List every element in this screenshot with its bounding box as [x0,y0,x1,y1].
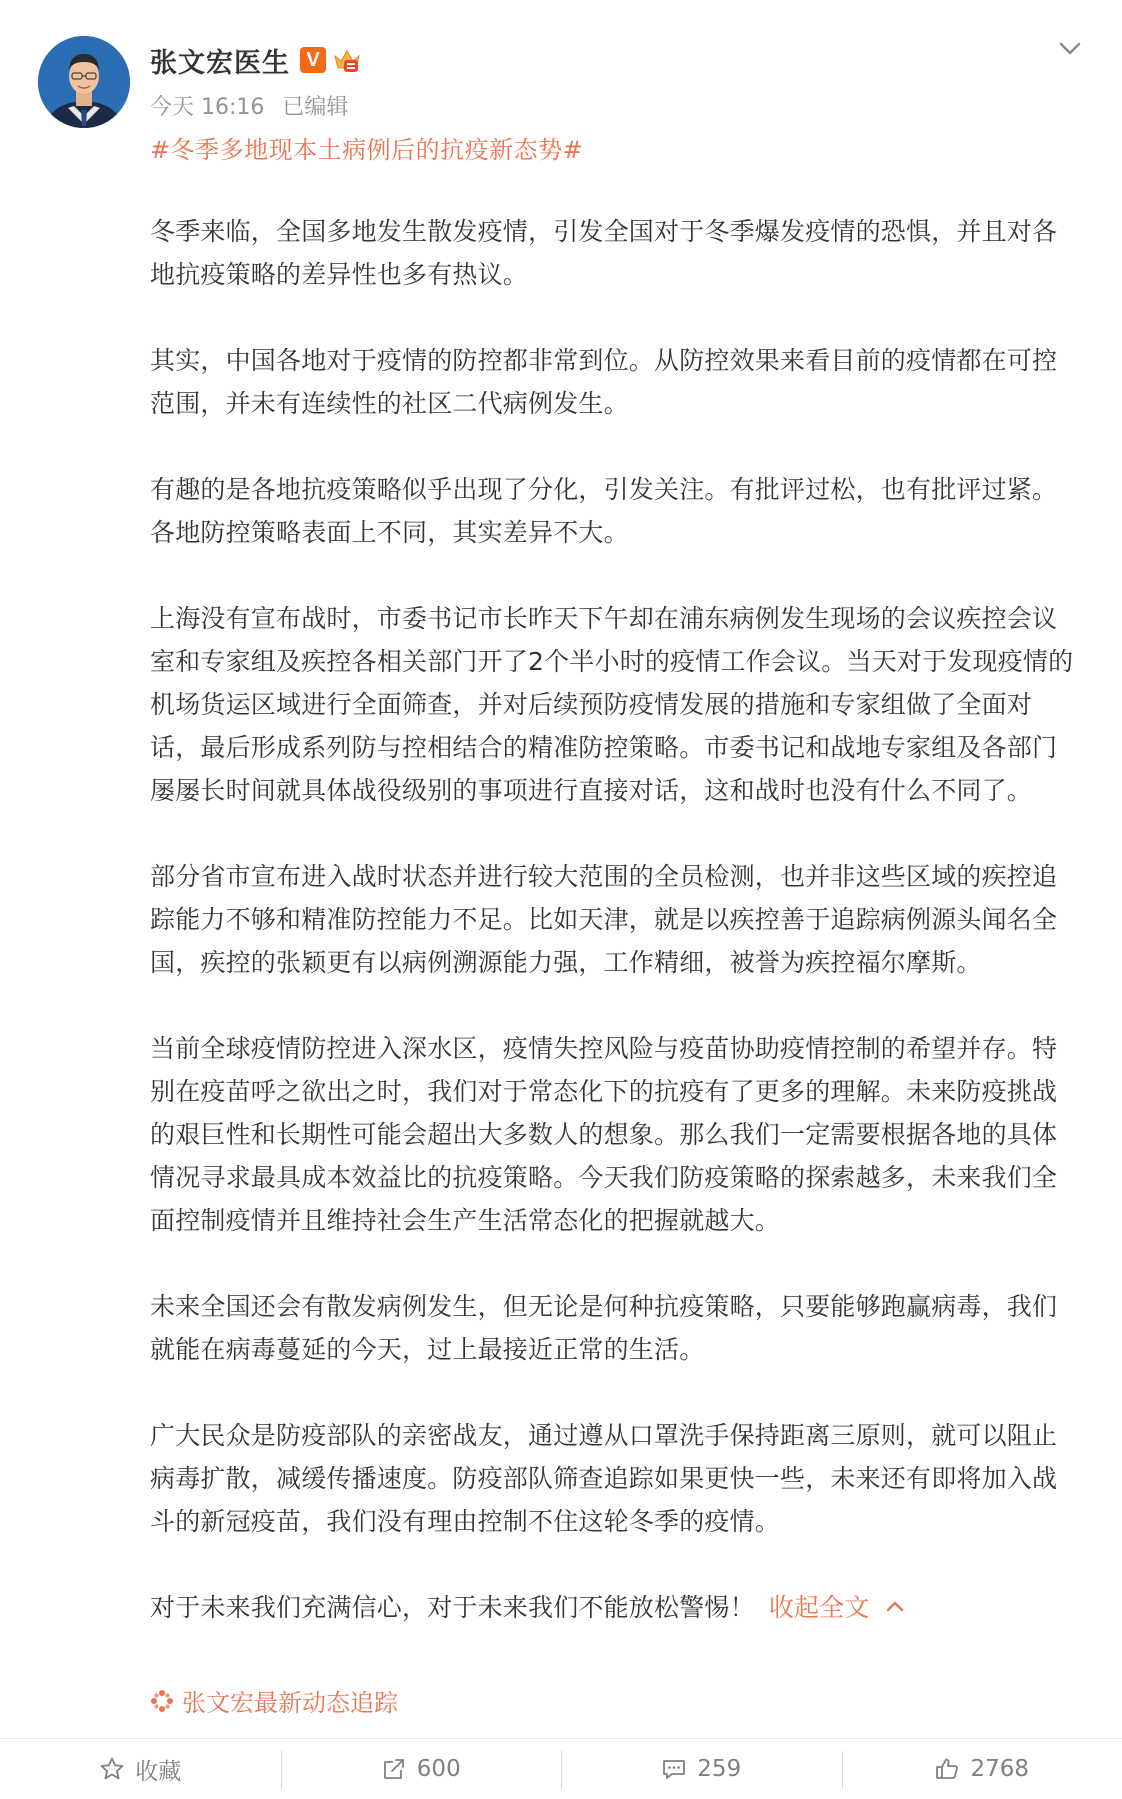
paragraph: 其实，中国各地对于疫情的防控都非常到位。从防控效果来看目前的疫情都在可控范围，并未有连续性的社区二代病例发生。 [150,339,1080,425]
collapse-full-text-link[interactable] [769,1593,906,1622]
avatar-image [38,36,130,128]
paragraph: 未来全国还会有散发病例发生，但无论是何种抗疫策略，只要能够跑赢病毒，我们就能在病毒蔓延的今天，过上最接近正常的生活。 [150,1285,1080,1371]
share-count: 600 [417,1756,461,1782]
paragraph: 当前全球疫情防控进入深水区，疫情失控风险与疫苗协助疫情控制的希望并存。特别在疫苗呼之欲出之时，我们对于常态化下的抗疫有了更多的理解。未来防疫挑战的艰巨性和长期性可能会超出大多数人的想象。那么我们一定需要根据各地的具体情况寻求最具成本效益比的抗疫策略。今天我们防疫策略的探索越多，未来我们全面控制疫情并且维持社会生产生活常态化的把握就越大。 [150,1027,1080,1242]
avatar[interactable] [38,36,130,128]
comment-button[interactable] [561,1739,842,1799]
like-button[interactable] [842,1739,1122,1799]
share-icon [381,1756,407,1782]
author-row [150,40,362,80]
post-content [150,210,1080,1629]
last-paragraph-text: 对于未来我们充满信心，对于未来我们不能放松警惕！ [150,1593,755,1622]
chevron-up-icon[interactable] [884,1596,906,1618]
member-crown-icon[interactable] [332,46,362,74]
topic-hashtag[interactable]: #冬季多地现本土病例后的抗疫新态势# [150,130,583,165]
post-header [0,0,1122,140]
tracker-link-label[interactable]: 张文宏最新动态追踪 [182,1683,398,1718]
last-paragraph [150,1586,1080,1629]
favorite-button[interactable] [0,1739,281,1799]
paragraph: 有趣的是各地抗疫策略似乎出现了分化，引发关注。有批评过松，也有批评过紧。各地防控策略表面上不同，其实差异不大。 [150,468,1080,554]
author-name[interactable]: 张文宏医生 [150,41,290,80]
paragraph: 广大民众是防疫部队的亲密战友，通过遵从口罩洗手保持距离三原则，就可以阻止病毒扩散，减缓传播速度。防疫部队筛查追踪如果更快一些，未来还有即将加入战斗的新冠疫苗，我们没有理由控制不住这轮冬季的疫情。 [150,1414,1080,1543]
paragraph: 冬季来临，全国多地发生散发疫情，引发全国对于冬季爆发疫情的恐惧，并且对各地抗疫策略的差异性也多有热议。 [150,210,1080,296]
action-bar [0,1738,1122,1799]
collapse-label[interactable]: 收起全文 [769,1593,870,1622]
edited-label[interactable]: 已编辑 [282,90,348,121]
sparkle-icon [150,1689,174,1713]
like-count: 2768 [970,1756,1029,1782]
post-time[interactable]: 今天 16:16 [150,90,264,121]
post-meta [150,90,348,121]
favorite-label: 收藏 [135,1753,181,1786]
thumbs-up-icon [934,1756,960,1782]
chevron-down-icon[interactable] [1052,30,1088,66]
share-button[interactable] [281,1739,562,1799]
paragraph: 上海没有宣布战时，市委书记市长昨天下午却在浦东病例发生现场的会议疾控会议室和专家组及疾控各相关部门开了2个半小时的疫情工作会议。当天对于发现疫情的机场货运区域进行全面筛查，并对后续预防疫情发展的措施和专家组做了全面对话，最后形成系列防与控相结合的精准防控策略。市委书记和战地专家组及各部门屡屡长时间就具体战役级别的事项进行直接对话，这和战时也没有什么不同了。 [150,597,1080,812]
verified-badge-icon[interactable]: V [300,47,326,73]
tracker-link[interactable] [150,1683,398,1718]
star-icon [99,1756,125,1782]
paragraph: 部分省市宣布进入战时状态并进行较大范围的全员检测，也并非这些区域的疾控追踪能力不够和精准防控能力不足。比如天津，就是以疾控善于追踪病例源头闻名全国，疾控的张颖更有以病例溯源能力强，工作精细，被誉为疾控福尔摩斯。 [150,855,1080,984]
comment-icon [661,1756,687,1782]
comment-count: 259 [697,1756,741,1782]
